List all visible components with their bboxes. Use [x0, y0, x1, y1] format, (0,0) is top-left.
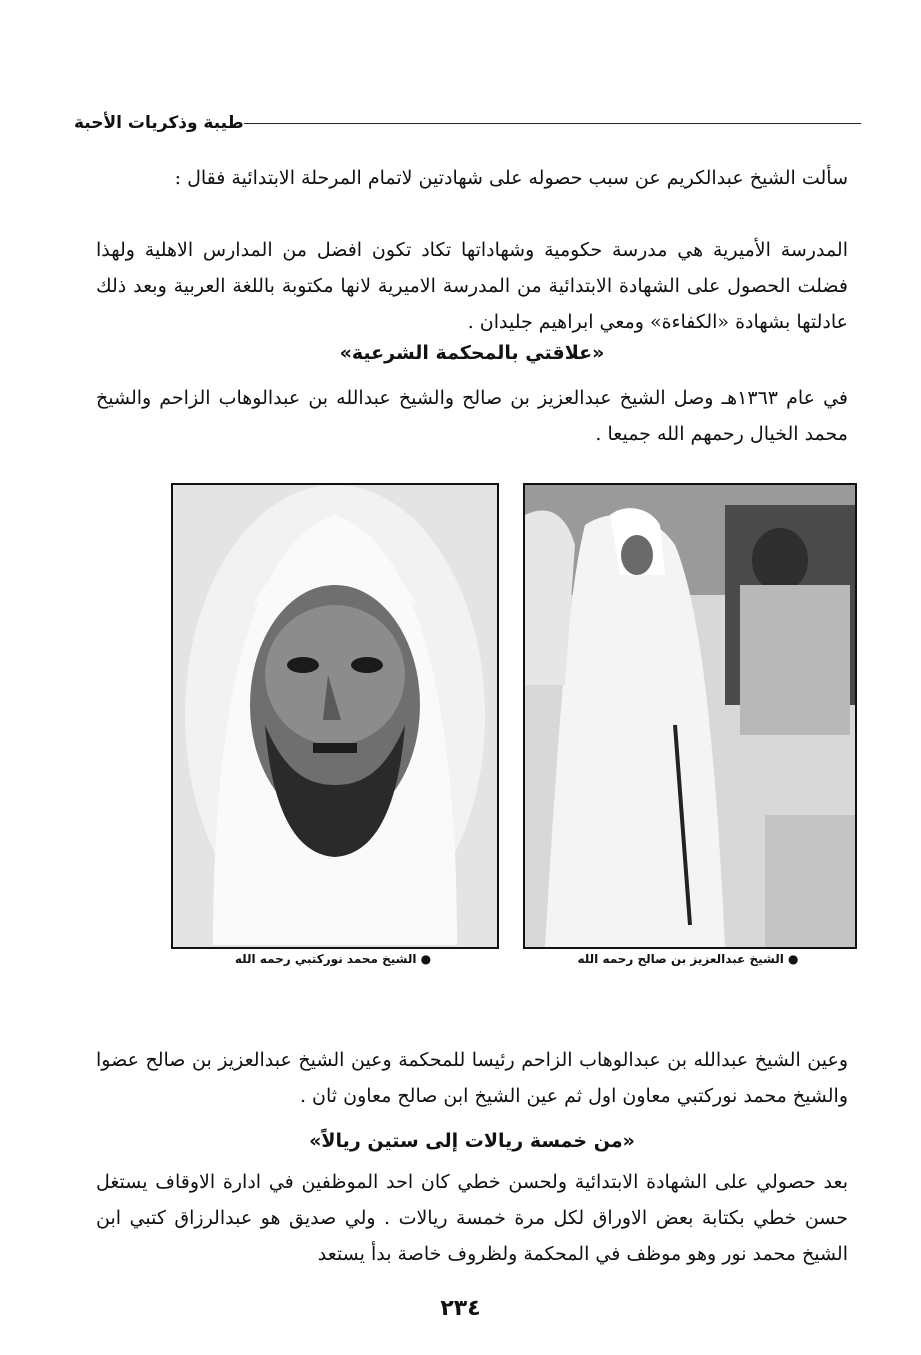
- caption-right: ● الشيخ عبدالعزيز بن صالح رحمه الله: [577, 952, 799, 966]
- portrait-photo-left: [171, 483, 499, 949]
- paragraph-text: وعين الشيخ عبدالله بن عبدالوهاب الزاحم رئيسا للمحكمة وعين الشيخ عبدالعزيز بن صالح عضوا والشيخ محمد نوركتبي معاون اول ثم عين الشيخ ابن صالح معاون ثان .: [96, 1049, 848, 1107]
- paragraph-question: [96, 160, 848, 196]
- portrait-image: [173, 485, 497, 947]
- page-number: ٢٣٤: [440, 1296, 481, 1321]
- paragraph-text: بعد حصولي على الشهادة الابتدائية ولحسن خطي كان احد الموظفين في ادارة الاوقاف يستغل حسن خطي بكتابة بعض الاوراق لكل مرة خمسة ريالات . ولي صديق هو عبدالرزاق كتبي ابن الشيخ محمد نور وهو موظف في المحكمة ولظروف خاصة بدأ يستعد: [96, 1171, 848, 1265]
- paragraph-arrival: [96, 380, 848, 452]
- paragraph-text: في عام ١٣٦٣هـ وصل الشيخ عبدالعزيز بن صالح والشيخ عبدالله بن عبدالوهاب الزاحم والشيخ محمد الخيال رحمهم الله جميعا .: [96, 387, 848, 445]
- paragraph-text: سألت الشيخ عبدالكريم عن سبب حصوله على شهادتين لاتمام المرحلة الابتدائية فقال :: [174, 167, 848, 189]
- paragraph-appointment: [96, 1042, 848, 1114]
- portrait-photo-right: [523, 483, 857, 949]
- running-header: [62, 108, 861, 138]
- section-heading-salary: «من خمسة ريالات إلى ستين ريالاً»: [309, 1130, 635, 1152]
- paragraph-answer: [96, 232, 848, 340]
- running-header-title: طيبة وذكريات الأحبة: [74, 113, 244, 133]
- section-heading-court: «علاقتي بالمحكمة الشرعية»: [339, 342, 605, 364]
- caption-left: ● الشيخ محمد نوركتبي رحمه الله: [234, 952, 432, 966]
- paragraph-text: المدرسة الأميرية هي مدرسة حكومية وشهاداتها تكاد تكون افضل من المدارس الاهلية ولهذا فضلت الحصول على الشهادة الابتدائية من المدرسة الاميرية لانها مكتوبة باللغة العربية وبعد ذلك عادلتها بشهادة «الكفاءة» ومعي ابراهيم جليدان .: [96, 239, 848, 333]
- paragraph-salary: [96, 1164, 848, 1272]
- header-rule: [244, 123, 861, 124]
- standing-figure-image: [525, 485, 855, 947]
